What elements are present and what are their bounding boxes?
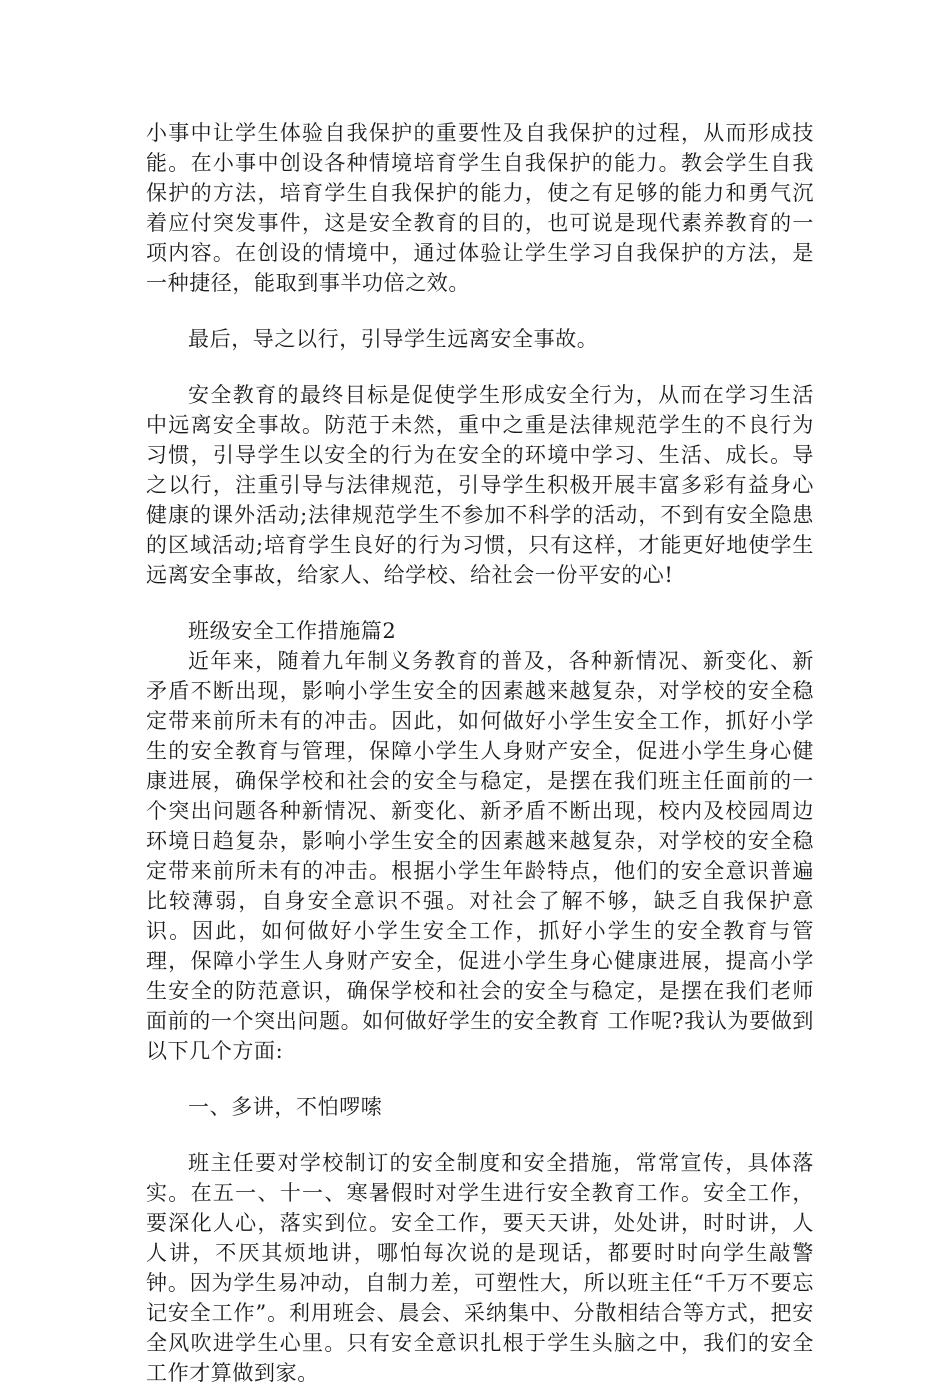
spacer xyxy=(146,354,814,380)
spacer xyxy=(146,590,814,616)
section-title: 班级安全工作措施篇2 xyxy=(188,619,397,643)
paragraph-recent-years: 近年来，随着九年制义务教育的普及，各种新情况、新变化、新矛盾不断出现，影响小学生安全的因素越来越复杂，对学校的安全稳定带来前所未有的冲击。因此，如何做好小学生安全工作，抓好小学生的安全教育与管理，保障小学生人身财产安全，促进小学生身心健康进展，确保学校和社会的安全与稳定，是摆在我们班主任面前的一个突出问题各种新情况、新变化、新矛盾不断出现，校内及校园周边环境日趋复杂，影响小学生安全的因素越来越复杂，对学校的安全稳定带来前所未有的冲击。根据小学生年龄特点，他们的安全意识普遍比较薄弱，自身安全意识不强。对社会了解不够，缺乏自我保护意识。因此，如何做好小学生安全工作，抓好小学生的安全教育与管理，保障小学生人身财产安全，促进小学生身心健康进展，提高小学生安全的防范意识，确保学校和社会的安全与稳定，是摆在我们老师面前的一个突出问题。如何做好学生的安全教育 工作呢?我认为要做到以下几个方面: xyxy=(146,649,814,1063)
spacer xyxy=(146,1066,814,1092)
spacer xyxy=(146,298,814,324)
paragraph-head-teacher: 班主任要对学校制订的安全制度和安全措施，常常宣传，具体落实。在五一、十一、寒暑假时对学生进行安全教育工作。安全工作，要深化人心，落实到位。安全工作，要天天讲，处处讲，时时讲，人人讲，不厌其烦地讲，哪怕每次说的是现话，都要时时向学生敲警钟。因为学生易冲动，自制力差，可塑性大，所以班主任“千万不要忘记安全工作”。利用班会、晨会、采纳集中、分散相结合等方式，把安全风吹进学生心里。只有安全意识扎根于学生头脑之中，我们的安全工作才算做到家。 xyxy=(146,1151,814,1385)
paragraph-safety-goal: 安全教育的最终目标是促使学生形成安全行为，从而在学习生活中远离安全事故。防范于未然，重中之重是法律规范学生的不良行为习惯，引导学生以安全的行为在安全的环境中学习、生活、成长。导之以行，注重引导与法律规范，引导学生积极开展丰富多彩有益身心健康的课外活动;法律规范学生不参加不科学的活动，不到有安全隐患的区域活动;培育学生良好的行为习惯，只有这样，才能更好地使学生远离安全事故，给家人、给学校、给社会一份平安的心! xyxy=(146,383,814,587)
paragraph-finally: 最后，导之以行，引导学生远离安全事故。 xyxy=(188,327,599,351)
spacer xyxy=(146,1122,814,1148)
document-page xyxy=(146,118,814,1388)
paragraph-point-one: 一、多讲，不怕啰嗦 xyxy=(188,1095,383,1119)
paragraph-self-protection: 小事中让学生体验自我保护的重要性及自我保护的过程，从而形成技能。在小事中创设各种情境培育学生自我保护的能力。教会学生自我保护的方法，培育学生自我保护的能力，使之有足够的能力和勇气沉着应付突发事件，这是安全教育的目的，也可说是现代素养教育的一项内容。在创设的情境中，通过体验让学生学习自我保护的方法，是一种捷径，能取到事半功倍之效。 xyxy=(146,121,814,295)
